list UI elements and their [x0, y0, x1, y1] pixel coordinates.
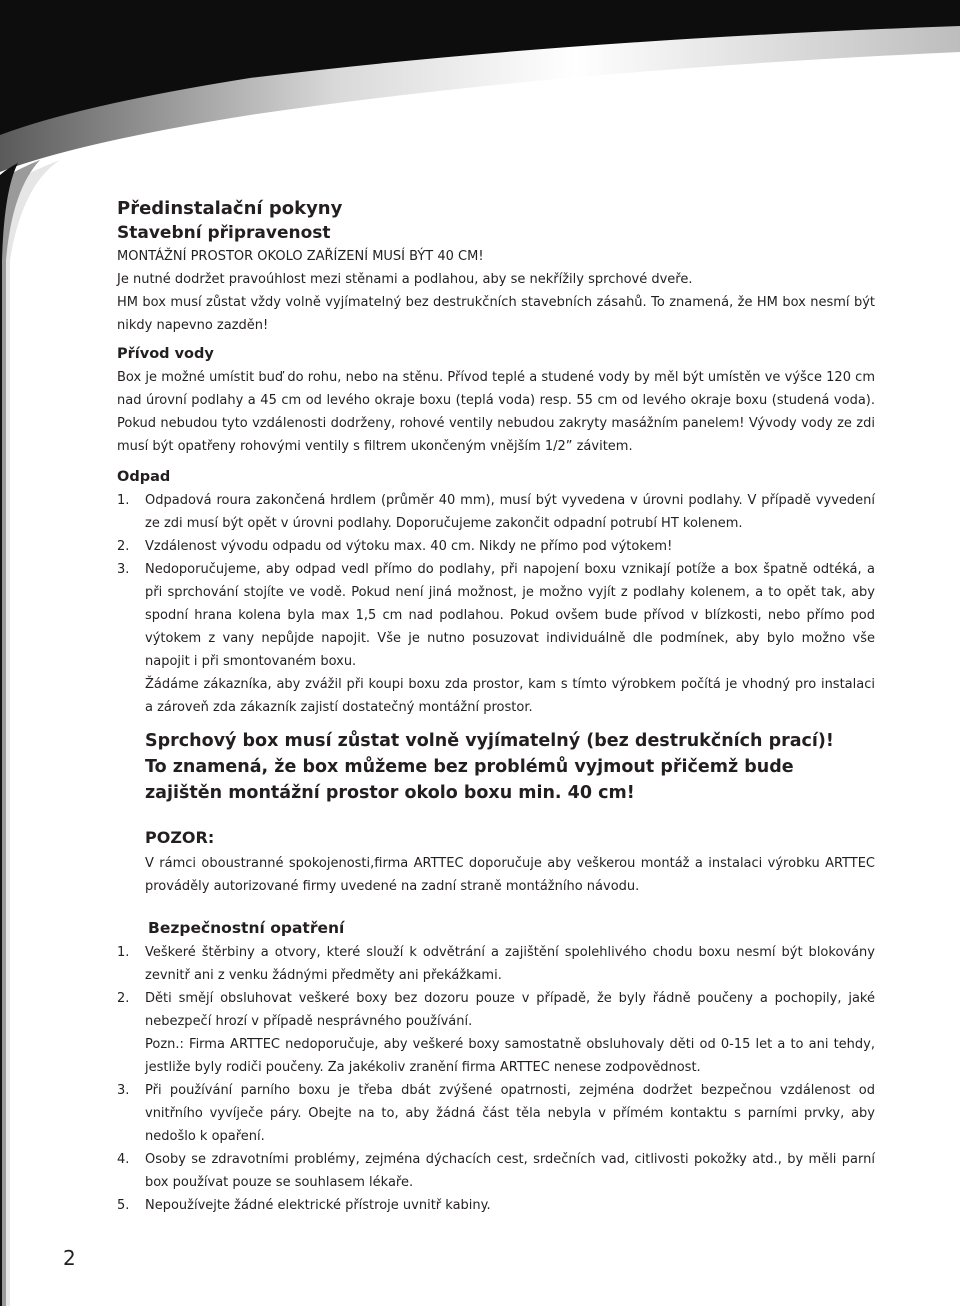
safety-item-text: Nepoužívejte žádné elektrické přístroje uvnitř kabiny. [145, 1198, 491, 1213]
safety-list [117, 941, 875, 1217]
intro-line-1: MONTÁŽNÍ PROSTOR OKOLO ZAŘÍZENÍ MUSÍ BÝT 40 CM! [117, 249, 484, 264]
drain-item-text: Odpadová roura zakončená hrdlem (průměr 40 mm), musí být vyvedena v úrovni podlahy. V případě vyvedení ze zdi musí být opět v úrovni podlahy. Doporučujeme zakončit odpadní potrubí HT kolenem. [145, 493, 875, 531]
heading-construction-readiness: Stavební připravenost [117, 223, 331, 243]
drain-item-number: 1. [117, 493, 130, 508]
safety-item-2 [117, 987, 875, 1079]
safety-item-text: Děti smějí obsluhovat veškeré boxy bez dozoru pouze v případě, že byly řádně poučeny a pochopily, jaké nebezpečí hrozí v případě nesprávného používání. [145, 991, 875, 1029]
safety-item-note: Pozn.: Firma ARTTEC nedoporučuje, aby veškeré boxy samostatně obsluhovaly děti od 0-15 let a to ani tehdy, jestliže byly rodiči poučeny. Za jakékoliv zranění firma ARTTEC nenese zodpovědnost. [145, 1037, 875, 1075]
heading-pozor: POZOR: [145, 828, 215, 847]
safety-item-3 [117, 1079, 875, 1148]
drain-item-text: Vzdálenost vývodu odpadu od výtoku max. 40 cm. Nikdy ne přímo pod výtokem! [145, 539, 673, 554]
safety-item-4 [117, 1148, 875, 1194]
safety-item-number: 2. [117, 991, 130, 1006]
document-content [117, 196, 875, 1217]
heading-safety: Bezpečnostní opatření [148, 919, 345, 937]
pozor-text: V rámci oboustranné spokojenosti,firma ARTTEC doporučuje aby veškerou montáž a instalaci výrobku ARTTEC prováděly autorizované firmy uvedené na zadní straně montážního návodu. [145, 856, 875, 894]
notice-line-1: Sprchový box musí zůstat volně vyjímatelný (bez destrukčních prací)! [145, 731, 834, 751]
drain-item-3 [117, 558, 875, 719]
intro-line-3: HM box musí zůstat vždy volně vyjímatelný bez destrukčních stavebních zásahů. To znamená, že HM box nesmí být nikdy napevno zazděn! [117, 295, 875, 333]
safety-item-5 [117, 1194, 875, 1217]
drain-list [117, 489, 875, 719]
water-supply-text: Box je možné umístit buď do rohu, nebo na stěnu. Přívod teplé a studené vody by měl být umístěn ve výšce 120 cm nad úrovní podlahy a 45 cm od levého okraje boxu (teplá voda) resp. 55 cm od levého okraje boxu (studená voda). Pokud nebudou tyto vzdálenosti dodrženy, rohové ventily nebudou zakryty masážním panelem! Vývody vody ze zdi musí být opatřeny rohovými ventily s filtrem ukončeným vnějším 1/2” závitem. [117, 370, 875, 454]
safety-item-number: 5. [117, 1198, 130, 1213]
safety-item-text: Osoby se zdravotními problémy, zejména dýchacích cest, srdečních vad, citlivosti pokožky atd., by měli parní box používat pouze se souhlasem lékaře. [145, 1152, 875, 1190]
safety-item-1 [117, 941, 875, 987]
drain-item-number: 3. [117, 562, 130, 577]
safety-item-number: 1. [117, 945, 130, 960]
heading-drain: Odpad [117, 469, 171, 485]
drain-item-text: Nedoporučujeme, aby odpad vedl přímo do podlahy, při napojení boxu vznikají potíže a box špatně odtéká, a při sprchování stojíte ve vodě. Pokud není jiná možnost, je možno vyjít z podlahy kolenem, a to opět tak, aby spodní hrana kolena byla max 1,5 cm nad podlahou. Pokud ovšem bude přívod v blízkosti, nebo přímo pod výtokem z vany nepůjde napojit. Vše je nutno posuzovat individuálně dle podmínek, aby bylo možno vše napojit i při smontovaném boxu. [145, 562, 875, 669]
safety-item-text: Veškeré štěrbiny a otvory, které slouží k odvětrání a zajištění spolehlivého chodu boxu nesmí být blokovány zevnitř ani z venku žádnými předměty ani překážkami. [145, 945, 875, 983]
drain-item-number: 2. [117, 539, 130, 554]
heading-water-supply: Přívod vody [117, 346, 214, 362]
drain-item-extra: Žádáme zákazníka, aby zvážil při koupi boxu zda prostor, kam s tímto výrobkem počítá je vhodný pro instalaci a zároveň zda zákazník zajistí dostatečný montážní prostor. [145, 677, 875, 715]
page-number: 2 [63, 1246, 76, 1270]
safety-item-number: 4. [117, 1152, 130, 1167]
safety-item-number: 3. [117, 1083, 130, 1098]
safety-item-text: Při používání parního boxu je třeba dbát zvýšené opatrnosti, zejména dodržet bezpečnou vzdálenost od vnitřního vyvíječe páry. Obejte na to, aby žádná část těla nebyla v přímém kontaktu s parními prvky, aby nedošlo k opaření. [145, 1083, 875, 1144]
notice-line-2: To znamená, že box můžeme bez problémů vyjmout přičemž bude zajištěn montážní prostor okolo boxu min. 40 cm! [145, 757, 794, 803]
heading-preinstallation: Předinstalační pokyny [117, 198, 343, 219]
drain-item-1 [117, 489, 875, 535]
drain-item-2 [117, 535, 875, 558]
intro-line-2: Je nutné dodržet pravoúhlost mezi stěnami a podlahou, aby se nekřížily sprchové dveře. [117, 272, 693, 287]
